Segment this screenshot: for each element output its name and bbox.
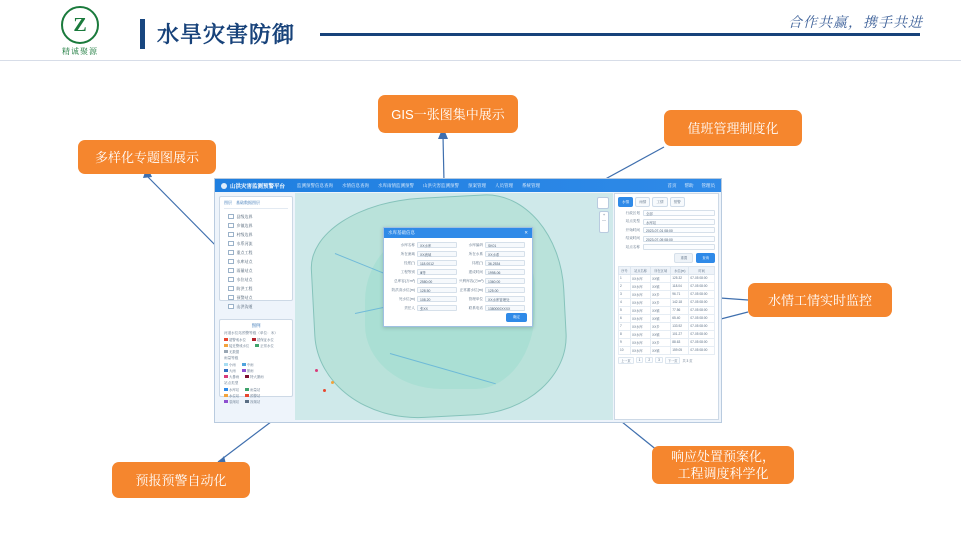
table-row[interactable] (619, 314, 715, 322)
legend-swatch-icon (245, 375, 249, 378)
layer-item[interactable] (224, 221, 288, 230)
table-row[interactable] (619, 274, 715, 282)
legend-swatch-icon (224, 375, 228, 378)
layer-item-label: 村级边界 (236, 231, 253, 237)
header-divider (0, 60, 961, 61)
table-row[interactable] (619, 306, 715, 314)
app-nav[interactable] (297, 183, 540, 189)
layer-item[interactable] (224, 275, 288, 284)
callout-response-plan[interactable] (652, 446, 794, 484)
field-input[interactable]: XX水库管理处 (485, 296, 525, 302)
company-logo (40, 6, 120, 58)
dialog-form (389, 242, 527, 311)
layer-item-label: 雨量站点 (236, 267, 253, 273)
filter-row[interactable] (618, 244, 715, 250)
layer-item[interactable] (224, 293, 288, 302)
field-input[interactable]: XX水系 (485, 251, 525, 257)
cell: XX水库 (630, 338, 650, 346)
field-input[interactable]: 118.0012 (417, 260, 457, 266)
table-row[interactable] (619, 338, 715, 346)
map-station-marker-3[interactable] (315, 369, 318, 372)
slogan-text: 合作共赢，携手共进 (788, 14, 923, 30)
filter-row[interactable] (618, 219, 715, 225)
layer-item-label: 防洪工程 (236, 285, 253, 291)
legend-swatch-icon (224, 400, 228, 403)
tab-project-regime[interactable]: 工情 (652, 197, 667, 207)
nav-item-6[interactable]: 系统管理 (522, 182, 541, 188)
filter-input[interactable]: 全部 (643, 210, 715, 216)
cell: 07-05 08:00 (689, 282, 715, 290)
layer-item[interactable] (224, 302, 288, 311)
table-row[interactable] (619, 290, 715, 298)
legend-label: 大雨 (228, 369, 236, 373)
filter-row[interactable] (618, 227, 715, 233)
cell: 10 (619, 346, 631, 354)
cell: 96.71 (671, 290, 689, 298)
cell: XX水库 (630, 346, 650, 354)
legend-label: 超保证水位 (256, 338, 274, 342)
app-topbar-right[interactable] (668, 183, 716, 189)
cell: XX水库 (630, 314, 650, 322)
cell: 07-05 08:00 (689, 314, 715, 322)
cell: XX镇 (651, 274, 671, 282)
checkbox-icon[interactable] (228, 304, 234, 310)
cell: 101.27 (671, 330, 689, 338)
tab-rain-regime[interactable]: 雨情 (635, 197, 650, 207)
cell: XX水库 (630, 274, 650, 282)
cell: 07-05 08:00 (689, 330, 715, 338)
cell: XX水库 (630, 282, 650, 290)
cell: XX水库 (630, 306, 650, 314)
pager-next[interactable]: 下一页 (665, 357, 681, 364)
callout-realtime-monitor[interactable] (748, 283, 892, 317)
callout-forecast-warning[interactable] (112, 462, 250, 498)
field-label: 死水位(m) (398, 296, 415, 301)
checkbox-icon[interactable] (228, 214, 234, 220)
callout-gis-onemap[interactable] (378, 95, 518, 133)
layer-tab-0[interactable]: 图层 (224, 200, 232, 205)
table-row[interactable] (619, 298, 715, 306)
cell: 07-05 08:00 (689, 306, 715, 314)
layer-tab-1[interactable]: 基础数据图层 (236, 200, 260, 205)
layer-item-label: 山洪沟道 (236, 303, 253, 309)
checkbox-icon[interactable] (228, 232, 234, 238)
cell: 3 (619, 290, 631, 298)
tab-water-regime[interactable]: 水情 (618, 197, 633, 207)
legend-row (224, 349, 288, 354)
field-input[interactable]: 2580.00 (417, 278, 457, 284)
callout-duty-management-label: 值班管理制度化 (687, 120, 779, 136)
cell: 2 (619, 282, 631, 290)
legend-row (224, 337, 288, 342)
field-input[interactable]: 108.20 (417, 296, 457, 302)
filter-buttons[interactable] (618, 253, 715, 263)
layer-item[interactable] (224, 239, 288, 248)
legend-swatch-icon (242, 363, 246, 366)
cell: XX乡 (651, 298, 671, 306)
map-tool-button[interactable] (597, 197, 609, 209)
legend-label: 接近警戒水位 (228, 344, 250, 348)
callout-response-plan-label: 响应处置预案化， 工程调度科学化 (670, 449, 775, 481)
callout-theme-map-label: 多样化专题图展示 (94, 149, 199, 165)
field-label: 纬度(°) (471, 260, 483, 265)
table-row[interactable] (619, 282, 715, 290)
nav-item-2[interactable]: 水库雨情监测预警 (378, 182, 415, 188)
topbar-help[interactable]: 帮助 (684, 182, 694, 188)
topbar-user[interactable]: 管理员 (701, 182, 715, 188)
nav-item-4[interactable]: 预案管理 (468, 182, 487, 188)
checkbox-icon[interactable] (228, 259, 234, 265)
legend-label: 中雨 (246, 363, 254, 367)
layer-item[interactable] (224, 257, 288, 266)
legend-swatch-icon (242, 369, 246, 372)
logo-mark-icon: Z (61, 6, 99, 44)
layer-item-label: 县级边界 (236, 213, 253, 219)
pager-page-2[interactable]: 2 (645, 357, 653, 363)
checkbox-icon[interactable] (228, 241, 234, 247)
filter-input[interactable]: 2023-07-01 08:00 (643, 227, 715, 233)
cell: 9 (619, 338, 631, 346)
cell: XX镇 (651, 306, 671, 314)
field-input[interactable]: Ⅲ等 (417, 269, 457, 275)
checkbox-icon[interactable] (228, 286, 234, 292)
legend-section-title: 雨量等级 (224, 356, 239, 360)
cell: 07-05 08:00 (689, 274, 715, 282)
legend-label: 无数据 (228, 350, 240, 354)
filter-label: 站点名称 (625, 244, 640, 249)
column-header: 序号 (619, 266, 631, 274)
reset-button[interactable]: 重置 (674, 253, 693, 263)
checkbox-icon[interactable] (228, 250, 234, 256)
field-label: 所在流域 (400, 251, 415, 256)
layer-item[interactable] (224, 284, 288, 293)
cell: 07-05 08:00 (689, 290, 715, 298)
right-panel-tabs[interactable] (618, 197, 715, 207)
cell: XX乡 (651, 322, 671, 330)
field-input[interactable]: 张XX (417, 305, 457, 311)
legend-section-title: 站点类型 (224, 381, 239, 385)
filter-input[interactable] (643, 244, 715, 250)
legend-row (224, 387, 288, 392)
cell: 07-05 08:00 (689, 322, 715, 330)
layer-item[interactable] (224, 266, 288, 275)
pager-prev[interactable]: 上一页 (618, 357, 634, 364)
title-accent-bar (140, 19, 145, 49)
layer-tree-panel[interactable] (219, 196, 293, 309)
callout-duty-management[interactable] (664, 110, 802, 146)
field-label: 总库容(万m³) (394, 278, 415, 283)
layer-tree-tabs[interactable] (224, 200, 288, 209)
cell: 07-05 08:00 (689, 298, 715, 306)
nav-item-1[interactable]: 水情信息查询 (342, 182, 370, 188)
column-header: 时间 (689, 266, 715, 274)
field-label: 管理单位 (468, 296, 483, 301)
legend-label: 预警站 (250, 394, 261, 398)
legend-swatch-icon (224, 363, 228, 366)
field-label: 工程等别 (400, 269, 415, 274)
legend-swatch-icon (224, 394, 228, 397)
filter-label: 站点类型 (625, 219, 640, 223)
legend-swatch-icon (224, 369, 228, 372)
field-input[interactable]: 1360.00 (485, 278, 525, 284)
callout-gis-onemap-label: GIS一张图集中展示 (391, 106, 505, 122)
close-icon[interactable]: ✕ (524, 230, 528, 235)
field-input[interactable]: 36.2534 (485, 260, 525, 266)
legend-label: 特大暴雨 (250, 375, 264, 379)
layer-item-label: 水库站点 (236, 258, 253, 264)
pager-page-1[interactable]: 1 (636, 357, 644, 363)
cell: 1 (619, 274, 631, 282)
legend-row (224, 393, 288, 398)
filter-label: 开始时间 (625, 227, 640, 232)
cell: 88.63 (671, 338, 689, 346)
nav-item-0[interactable]: 监测预警信息查询 (297, 182, 334, 188)
table-header-row (619, 266, 715, 274)
layer-item[interactable] (224, 248, 288, 257)
field-label: 所在水系 (468, 251, 483, 256)
app-topbar (215, 179, 721, 192)
field-label: 联系电话 (468, 305, 483, 310)
callout-theme-map[interactable] (78, 140, 216, 174)
cell: XX水库 (630, 298, 650, 306)
cell: 8 (619, 330, 631, 338)
nav-item-3[interactable]: 山洪灾害监测预警 (423, 182, 460, 188)
line-theme-map (147, 176, 224, 254)
dialog-ok-button[interactable]: 确定 (506, 313, 527, 322)
cell: XX镇 (651, 346, 671, 354)
nav-item-5[interactable]: 人员管理 (495, 182, 514, 188)
checkbox-icon[interactable] (228, 277, 234, 283)
filter-label: 结束时间 (625, 236, 640, 240)
cell: 159.05 (671, 346, 689, 354)
field-input[interactable]: 125.00 (485, 287, 525, 293)
checkbox-icon[interactable] (228, 223, 234, 229)
cell: 6 (619, 314, 631, 322)
field-label: 水库名称 (400, 242, 415, 247)
app-logo-icon (221, 183, 227, 189)
cell: XX水库 (630, 322, 650, 330)
layer-item-label: 水系河流 (236, 240, 253, 246)
layer-item-label: 水位站点 (236, 276, 253, 282)
cell: XX水库 (630, 290, 650, 298)
layer-item-label: 乡镇边界 (236, 222, 253, 228)
column-header: 所在区域 (651, 266, 671, 274)
reservoir-info-dialog[interactable] (383, 227, 533, 327)
cell: 5 (619, 306, 631, 314)
legend-row (224, 368, 288, 373)
field-input[interactable]: XX水库 (417, 242, 457, 248)
app-screenshot (214, 178, 722, 423)
field-label: 建成时间 (468, 269, 483, 274)
filter-row[interactable] (618, 210, 715, 216)
legend-label: 大暴雨 (228, 375, 240, 379)
field-input[interactable]: SK01 (485, 242, 525, 248)
slide-header (0, 0, 961, 62)
legend-label: 水位站 (228, 394, 240, 398)
cell: 7 (619, 322, 631, 330)
layer-item-label: 重点工程 (236, 249, 253, 255)
map-zoom-control[interactable]: + — (599, 211, 609, 233)
legend-section-title: 河道水位站预警等级（单位：米） (224, 331, 278, 335)
map-legend-panel (219, 319, 293, 404)
dialog-header (384, 228, 532, 238)
cell: 4 (619, 298, 631, 306)
cell: XX乡 (651, 290, 671, 298)
cell: 65.40 (671, 314, 689, 322)
table-row[interactable] (619, 346, 715, 354)
page-title-text: 水旱灾害防御 (157, 22, 296, 47)
layer-item-label: 预警站点 (236, 294, 253, 300)
dialog-body (384, 238, 532, 315)
logo-text: 精诚聚源 (62, 47, 98, 56)
right-query-panel[interactable] (614, 193, 719, 420)
station-table[interactable] (618, 266, 715, 355)
cell: XX水库 (630, 330, 650, 338)
legend-label: 雨量站 (250, 388, 261, 392)
topbar-home[interactable]: 首页 (667, 182, 677, 188)
legend-swatch-icon (245, 400, 249, 403)
cell: XX镇 (651, 330, 671, 338)
app-name: 山洪灾害监测预警平台 (230, 183, 286, 190)
callout-forecast-warning-label: 预报预警自动化 (135, 472, 227, 488)
legend-swatch-icon (224, 338, 228, 341)
field-input[interactable]: 1998-06 (485, 269, 525, 275)
field-label: 经度(°) (403, 260, 415, 265)
cell: XX乡 (651, 338, 671, 346)
legend-row (224, 374, 288, 379)
legend-label: 小雨 (228, 363, 236, 367)
cell: 118.04 (671, 282, 689, 290)
field-input[interactable]: 1380000XXXX (485, 305, 525, 311)
filter-input[interactable]: 2023-07-05 08:00 (643, 236, 715, 242)
column-header: 站点名称 (630, 266, 650, 274)
filter-input[interactable]: 水库站 (643, 219, 715, 225)
legend-label: 视频站 (250, 400, 261, 404)
legend-title: 图例 (251, 323, 261, 328)
field-label: 兴利库容(万m³) (459, 278, 484, 283)
page-title (140, 18, 295, 49)
filter-label: 行政区划 (625, 210, 640, 215)
dialog-title: 水库基础信息 (388, 230, 415, 235)
legend-label: 水库站 (228, 388, 240, 392)
legend-label: 泵闸站 (228, 400, 240, 404)
filter-row[interactable] (618, 236, 715, 242)
field-label: 责任人 (404, 305, 415, 310)
legend-swatch-icon (224, 350, 228, 353)
layer-item[interactable] (224, 230, 288, 239)
table-row[interactable] (619, 330, 715, 338)
checkbox-icon[interactable] (228, 295, 234, 301)
column-header: 水位(m) (671, 266, 689, 274)
cell: XX镇 (651, 314, 671, 322)
map-station-marker-1[interactable] (323, 389, 326, 392)
legend-label: 超警戒水位 (228, 338, 246, 342)
checkbox-icon[interactable] (228, 268, 234, 274)
cell: 142.18 (671, 298, 689, 306)
layer-item[interactable] (224, 212, 288, 221)
cell: 07-05 08:00 (689, 346, 715, 354)
cell: 07-05 08:00 (689, 338, 715, 346)
cell: 77.56 (671, 306, 689, 314)
query-button[interactable]: 查询 (696, 253, 715, 263)
legend-swatch-icon (252, 338, 256, 341)
field-input[interactable]: XX流域 (417, 251, 457, 257)
field-label: 防洪高水位(m) (391, 287, 415, 292)
legend-label: 暴雨 (246, 369, 254, 373)
legend-swatch-icon (245, 388, 249, 391)
cell: 133.92 (671, 322, 689, 330)
cell: XX镇 (651, 282, 671, 290)
callout-realtime-monitor-label: 水情工情实时监控 (767, 292, 872, 308)
legend-row (224, 362, 288, 367)
legend-swatch-icon (224, 344, 228, 347)
legend-row (224, 399, 288, 404)
pager-total: 共 3 页 (682, 358, 693, 363)
legend-swatch-icon (245, 394, 249, 397)
tab-warning[interactable]: 预警 (670, 197, 685, 207)
map-station-marker-2[interactable] (331, 381, 334, 384)
legend-swatch-icon (224, 388, 228, 391)
legend-row (224, 343, 288, 348)
field-label: 水库编码 (468, 242, 483, 247)
legend-swatch-icon (255, 344, 259, 347)
pager-page-3[interactable]: 3 (655, 357, 663, 363)
field-label: 正常蓄水位(m) (459, 287, 483, 292)
title-rule (320, 33, 920, 36)
dialog-footer (506, 313, 527, 322)
field-input[interactable]: 128.50 (417, 287, 457, 293)
table-pager[interactable] (618, 357, 715, 364)
cell: 125.32 (671, 274, 689, 282)
legend-label: 正常水位 (260, 344, 274, 348)
table-row[interactable] (619, 322, 715, 330)
